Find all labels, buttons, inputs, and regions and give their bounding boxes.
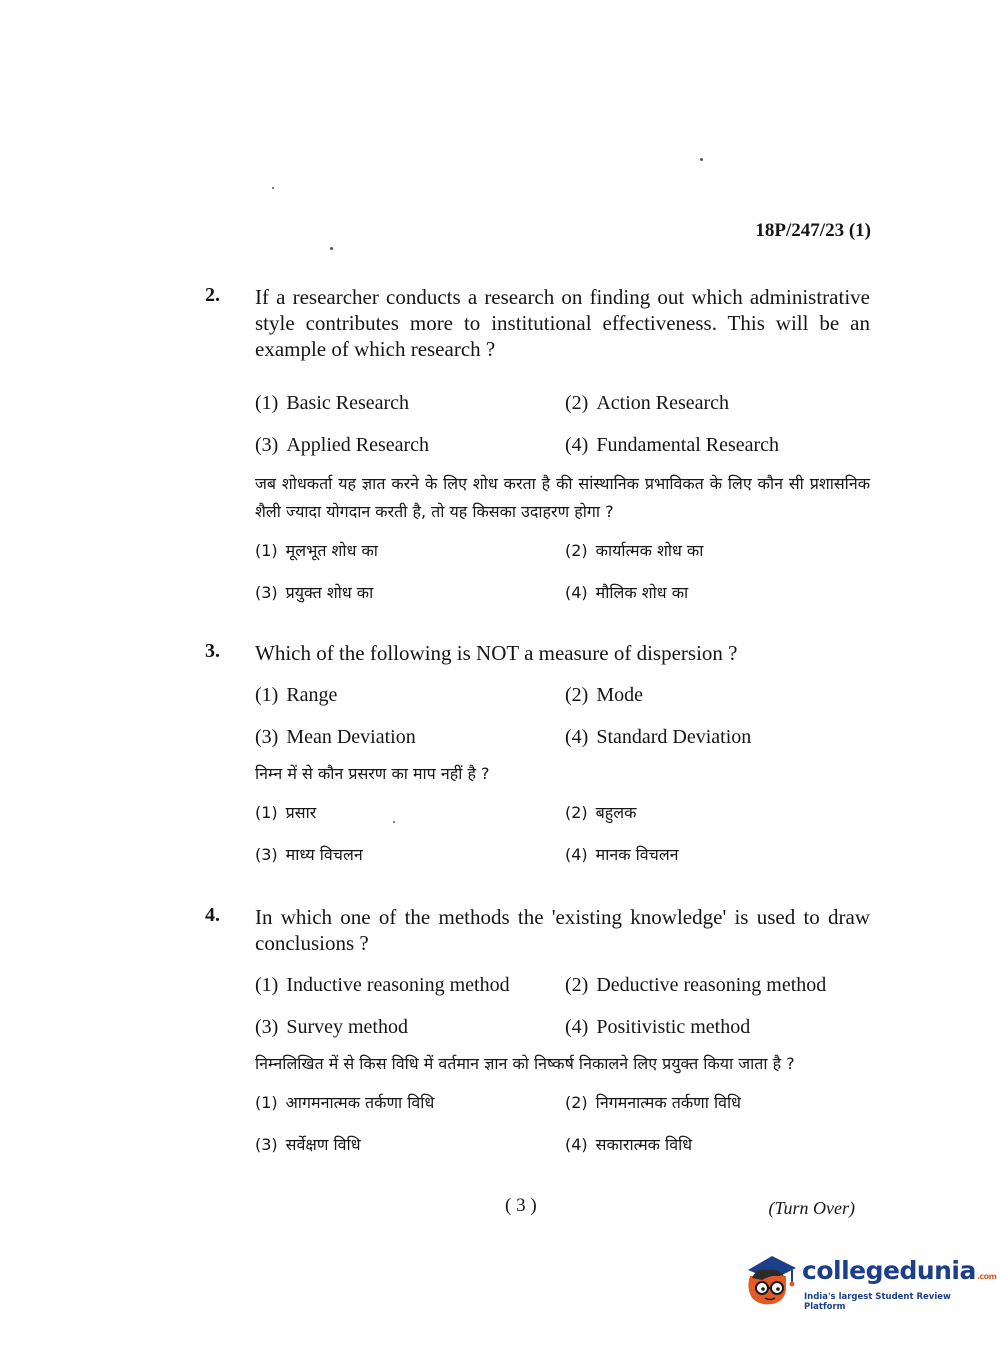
question-text-en: If a researcher conducts a research on finding out which administrative style contributes more to institutional effectiveness. This will be an example of which research ? <box>255 285 870 361</box>
scan-speck <box>272 187 274 189</box>
question-stem-en <box>205 904 870 956</box>
question-4 <box>205 904 870 1160</box>
option: (3) Mean Deviation <box>255 726 416 748</box>
option: (2) निगमनात्मक तर्कणा विधि <box>565 1093 741 1112</box>
option: (2) कार्यात्मक शोध का <box>565 541 704 560</box>
options-en <box>205 970 870 1042</box>
question-2 <box>205 284 870 608</box>
options-hi <box>205 536 870 608</box>
question-3 <box>205 640 870 870</box>
option: (3) Applied Research <box>255 434 430 456</box>
question-number: 4. <box>205 904 220 926</box>
option: (4) मौलिक शोध का <box>565 583 689 602</box>
option: (4) Positivistic method <box>565 1016 751 1038</box>
question-text-hi: जब शोधकर्ता यह ज्ञात करने के लिए शोध करता है की सांस्थानिक प्रभाविकत के लिए कौन सी प्रशासनिक शैली ज्यादा योगदान करती है, तो यह किसका उदाहरण होगा ? <box>255 474 870 521</box>
question-text-hi: निम्नलिखित में से किस विधि में वर्तमान ज्ञान को निष्कर्ष निकालने लिए प्रयुक्त किया जाता है ? <box>255 1054 795 1073</box>
option: (1) Inductive reasoning method <box>255 974 510 996</box>
question-text-en: In which one of the methods the 'existing knowledge' is used to draw conclusions ? <box>255 905 870 955</box>
option: (2) Mode <box>565 684 643 706</box>
option: (3) माध्य विचलन <box>255 845 363 864</box>
question-number: 3. <box>205 640 220 662</box>
option: (2) Deductive reasoning method <box>565 974 827 996</box>
brand-tagline: India's largest Student Review Platform <box>804 1292 951 1312</box>
option: (1) प्रसार <box>255 803 317 822</box>
option: (4) Fundamental Research <box>565 434 780 456</box>
option: (4) मानक विचलन <box>565 845 679 864</box>
option: (2) बहुलक <box>565 803 637 822</box>
option: (3) प्रयुक्त शोध का <box>255 583 374 602</box>
question-stem-en <box>205 284 870 362</box>
option: (2) Action Research <box>565 392 730 414</box>
option: (1) Basic Research <box>255 392 410 414</box>
question-text-en: Which of the following is NOT a measure of dispersion ? <box>255 641 738 665</box>
page-number: ( 3 ) <box>505 1195 537 1216</box>
collegedunia-watermark <box>742 1248 997 1318</box>
options-hi <box>205 1088 870 1160</box>
option: (3) Survey method <box>255 1016 408 1038</box>
option: (1) आगमनात्मक तर्कणा विधि <box>255 1093 435 1112</box>
option: (3) सर्वेक्षण विधि <box>255 1135 361 1154</box>
option: (1) Range <box>255 684 338 706</box>
turn-over-label: (Turn Over) <box>768 1198 855 1218</box>
question-text-hi: निम्न में से कौन प्रसरण का माप नहीं है ? <box>255 764 490 783</box>
question-number: 2. <box>205 284 220 306</box>
scan-speck <box>700 158 703 161</box>
option: (1) मूलभूत शोध का <box>255 541 378 560</box>
option: (4) सकारात्मक विधि <box>565 1135 693 1154</box>
paper-code: 18P/247/23 (1) <box>755 220 871 241</box>
scan-speck <box>330 247 333 250</box>
options-en <box>205 680 870 752</box>
brand-name: collegedunia.com <box>802 1256 997 1285</box>
options-hi <box>205 798 870 870</box>
option: (4) Standard Deviation <box>565 726 752 748</box>
student-mascot-icon <box>742 1248 798 1308</box>
question-stem-en <box>205 640 870 666</box>
options-en <box>205 388 870 460</box>
